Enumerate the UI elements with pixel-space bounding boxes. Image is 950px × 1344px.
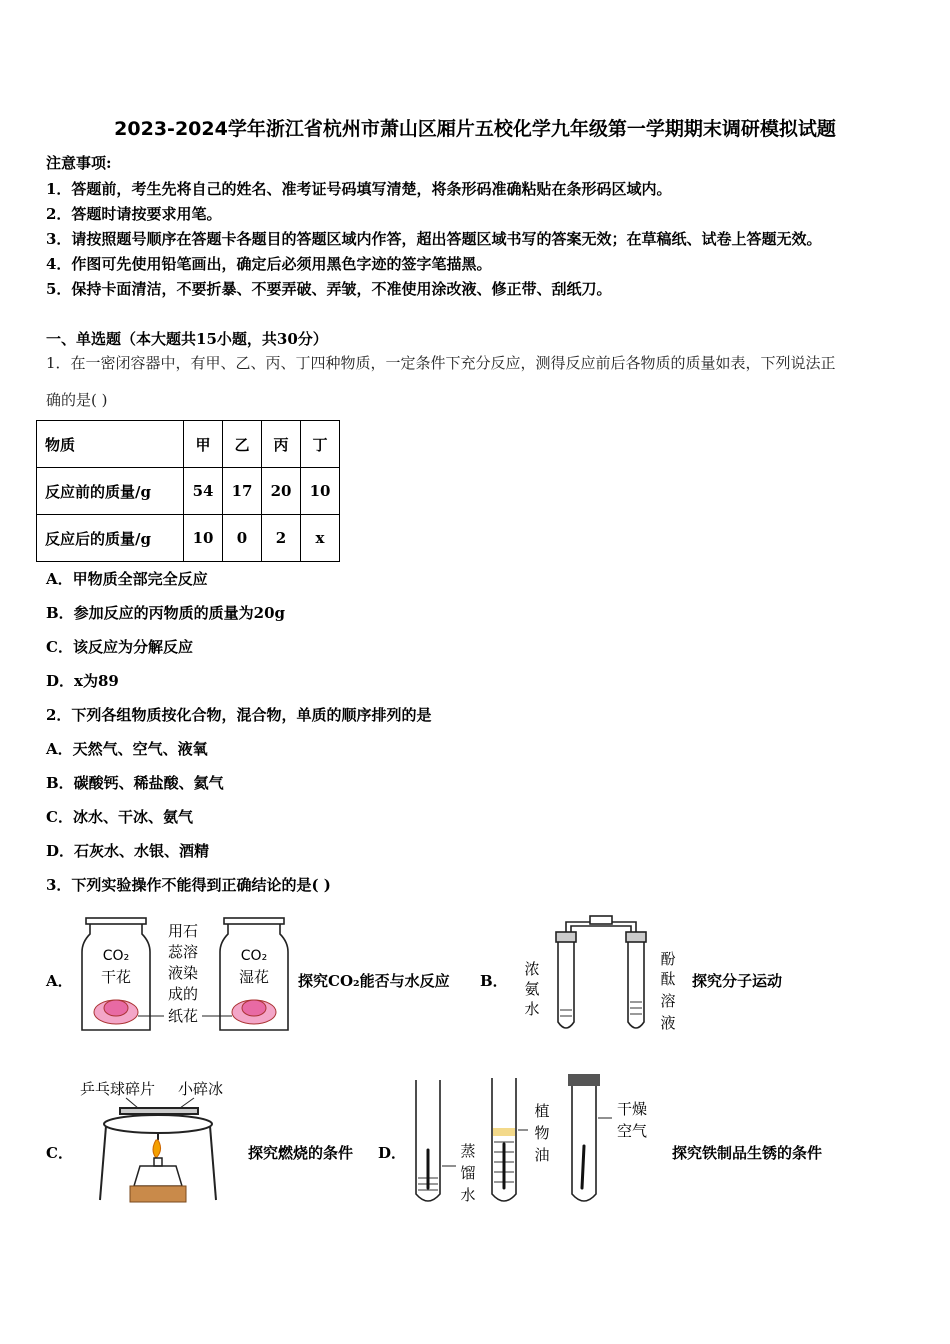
label-ammonia: 浓: [524, 960, 540, 978]
table-cell: x: [301, 515, 340, 562]
table-cell: 反应前的质量/g: [37, 468, 184, 515]
q2-option-c: C．冰水、干冰、氨气: [46, 808, 193, 826]
tube-dry-air: [572, 1084, 596, 1201]
jar-lid: [86, 918, 146, 924]
q1-stem-line1: 1．在一密闭容器中，有甲、乙、丙、丁四种物质，一定条件下充分反应，测得反应前后各物质的质量如表，下列说法正: [46, 354, 836, 372]
label-dry-flower: 干花: [100, 968, 132, 986]
q1-option-d: D．x为89: [46, 672, 119, 690]
label-ice: 小碎冰: [178, 1080, 224, 1098]
q3-d-caption: 探究铁制品生锈的条件: [672, 1144, 823, 1162]
notice-heading: 注意事项:: [46, 154, 112, 172]
label-ammonia: 氨: [524, 980, 540, 998]
label-co2-right: CO₂: [240, 948, 268, 964]
label-phenolphthalein: 酚: [660, 950, 676, 968]
oil-layer: [493, 1128, 515, 1136]
wooden-block: [130, 1186, 186, 1202]
table-cell: 17: [223, 468, 262, 515]
label-wet-flower: 湿花: [238, 968, 270, 986]
label-oil: 油: [534, 1146, 550, 1164]
label-dry-air: 空气: [616, 1122, 648, 1140]
tube-stopper: [568, 1074, 600, 1086]
test-tube-left: [558, 942, 574, 1028]
q1-option-c: C．该反应为分解反应: [46, 638, 193, 656]
table-cell: 反应后的质量/g: [37, 515, 184, 562]
label-phenolphthalein: 液: [660, 1014, 676, 1032]
q3-a-caption: 探究CO₂能否与水反应: [298, 972, 450, 990]
stopper-right: [626, 932, 646, 942]
q3-stem: 3．下列实验操作不能得到正确结论的是( ): [46, 876, 331, 894]
label-middle: 蕊溶: [167, 943, 199, 961]
q3-b-letter: B．: [480, 972, 508, 990]
label-pingpong: 乒乓球碎片: [80, 1080, 156, 1098]
jar-lid: [224, 918, 284, 924]
notice-item: 1．答题前，考生先将自己的姓名、准考证号码填写清楚，将条形码准确粘贴在条形码区域内。: [46, 180, 672, 198]
table-row: [37, 515, 340, 562]
label-middle: 纸花: [167, 1007, 199, 1025]
q2-option-b: B．碳酸钙、稀盐酸、氦气: [46, 774, 224, 792]
table-header-cell: 丁: [301, 421, 340, 468]
rust-diagram: [406, 1070, 666, 1210]
label-middle: 成的: [167, 985, 199, 1003]
mass-table: [36, 420, 340, 562]
table-header-cell: 甲: [184, 421, 223, 468]
page-title: 2023-2024学年浙江省杭州市萧山区厢片五校化学九年级第一学期期末调研模拟试题: [114, 118, 836, 140]
label-phenolphthalein: 溶: [660, 992, 676, 1010]
stopper-left: [556, 932, 576, 942]
flower-right: [232, 1000, 276, 1024]
q3-a-letter: A．: [46, 972, 73, 990]
q2-option-d: D．石灰水、水银、酒精: [46, 842, 210, 860]
label-oil: 物: [534, 1124, 550, 1142]
label-co2-left: CO₂: [102, 948, 130, 964]
label-water: 蒸: [460, 1142, 476, 1160]
q1-option-a: A．甲物质全部完全反应: [46, 570, 208, 588]
table-header-cell: 乙: [223, 421, 262, 468]
table-header-cell: 丙: [262, 421, 301, 468]
table-cell: 20: [262, 468, 301, 515]
section-heading: 一、单选题（本大题共15小题，共30分）: [46, 330, 328, 348]
test-tube-right: [628, 942, 644, 1028]
q2-option-a: A．天然气、空气、液氧: [46, 740, 208, 758]
notice-item: 3．请按照题号顺序在答题卡各题目的答题区域内作答，超出答题区域书写的答案无效；在草稿纸、试卷上答题无效。: [46, 230, 822, 248]
combustion-diagram: [76, 1074, 246, 1206]
co2-flower-diagram: [76, 912, 296, 1037]
notice-item: 2．答题时请按要求用笔。: [46, 205, 222, 223]
iron-nail: [582, 1146, 584, 1188]
table-row: [37, 421, 340, 468]
label-dry-air: 干燥: [616, 1100, 648, 1118]
q3-c-caption: 探究燃烧的条件: [248, 1144, 354, 1162]
q3-c-letter: C．: [46, 1144, 73, 1162]
alcohol-lamp: [134, 1158, 182, 1186]
table-header-cell: 物质: [37, 421, 184, 468]
table-cell: 54: [184, 468, 223, 515]
flame-icon: [153, 1140, 161, 1158]
label-water: 水: [460, 1186, 476, 1204]
tripod-ring: [104, 1115, 212, 1133]
notice-item: 5．保持卡面清洁，不要折暴、不要弄破、弄皱，不准使用涂改液、修正带、刮纸刀。: [46, 280, 612, 298]
label-ammonia: 水: [524, 1000, 540, 1018]
table-cell: 10: [301, 468, 340, 515]
label-middle: 液染: [167, 964, 199, 982]
q3-d-letter: D．: [378, 1144, 407, 1162]
label-middle: 用石: [167, 922, 199, 940]
label-phenolphthalein: 酞: [660, 970, 676, 988]
table-cell: 0: [223, 515, 262, 562]
q1-option-b: B．参加反应的丙物质的质量为20g: [46, 604, 286, 622]
q3-b-caption: 探究分子运动: [692, 972, 783, 990]
notice-item: 4．作图可先使用铅笔画出，确定后必须用黑色字迹的签字笔描黑。: [46, 255, 492, 273]
molecule-motion-diagram: [518, 910, 683, 1040]
table-cell: 2: [262, 515, 301, 562]
flower-left: [94, 1000, 138, 1024]
copper-plate: [120, 1108, 198, 1114]
label-water: 馏: [460, 1164, 476, 1182]
label-oil: 植: [534, 1102, 550, 1120]
q1-stem-line2: 确的是( ): [46, 391, 108, 409]
table-row: [37, 468, 340, 515]
table-cell: 10: [184, 515, 223, 562]
q2-stem: 2．下列各组物质按化合物，混合物，单质的顺序排列的是: [46, 706, 432, 724]
